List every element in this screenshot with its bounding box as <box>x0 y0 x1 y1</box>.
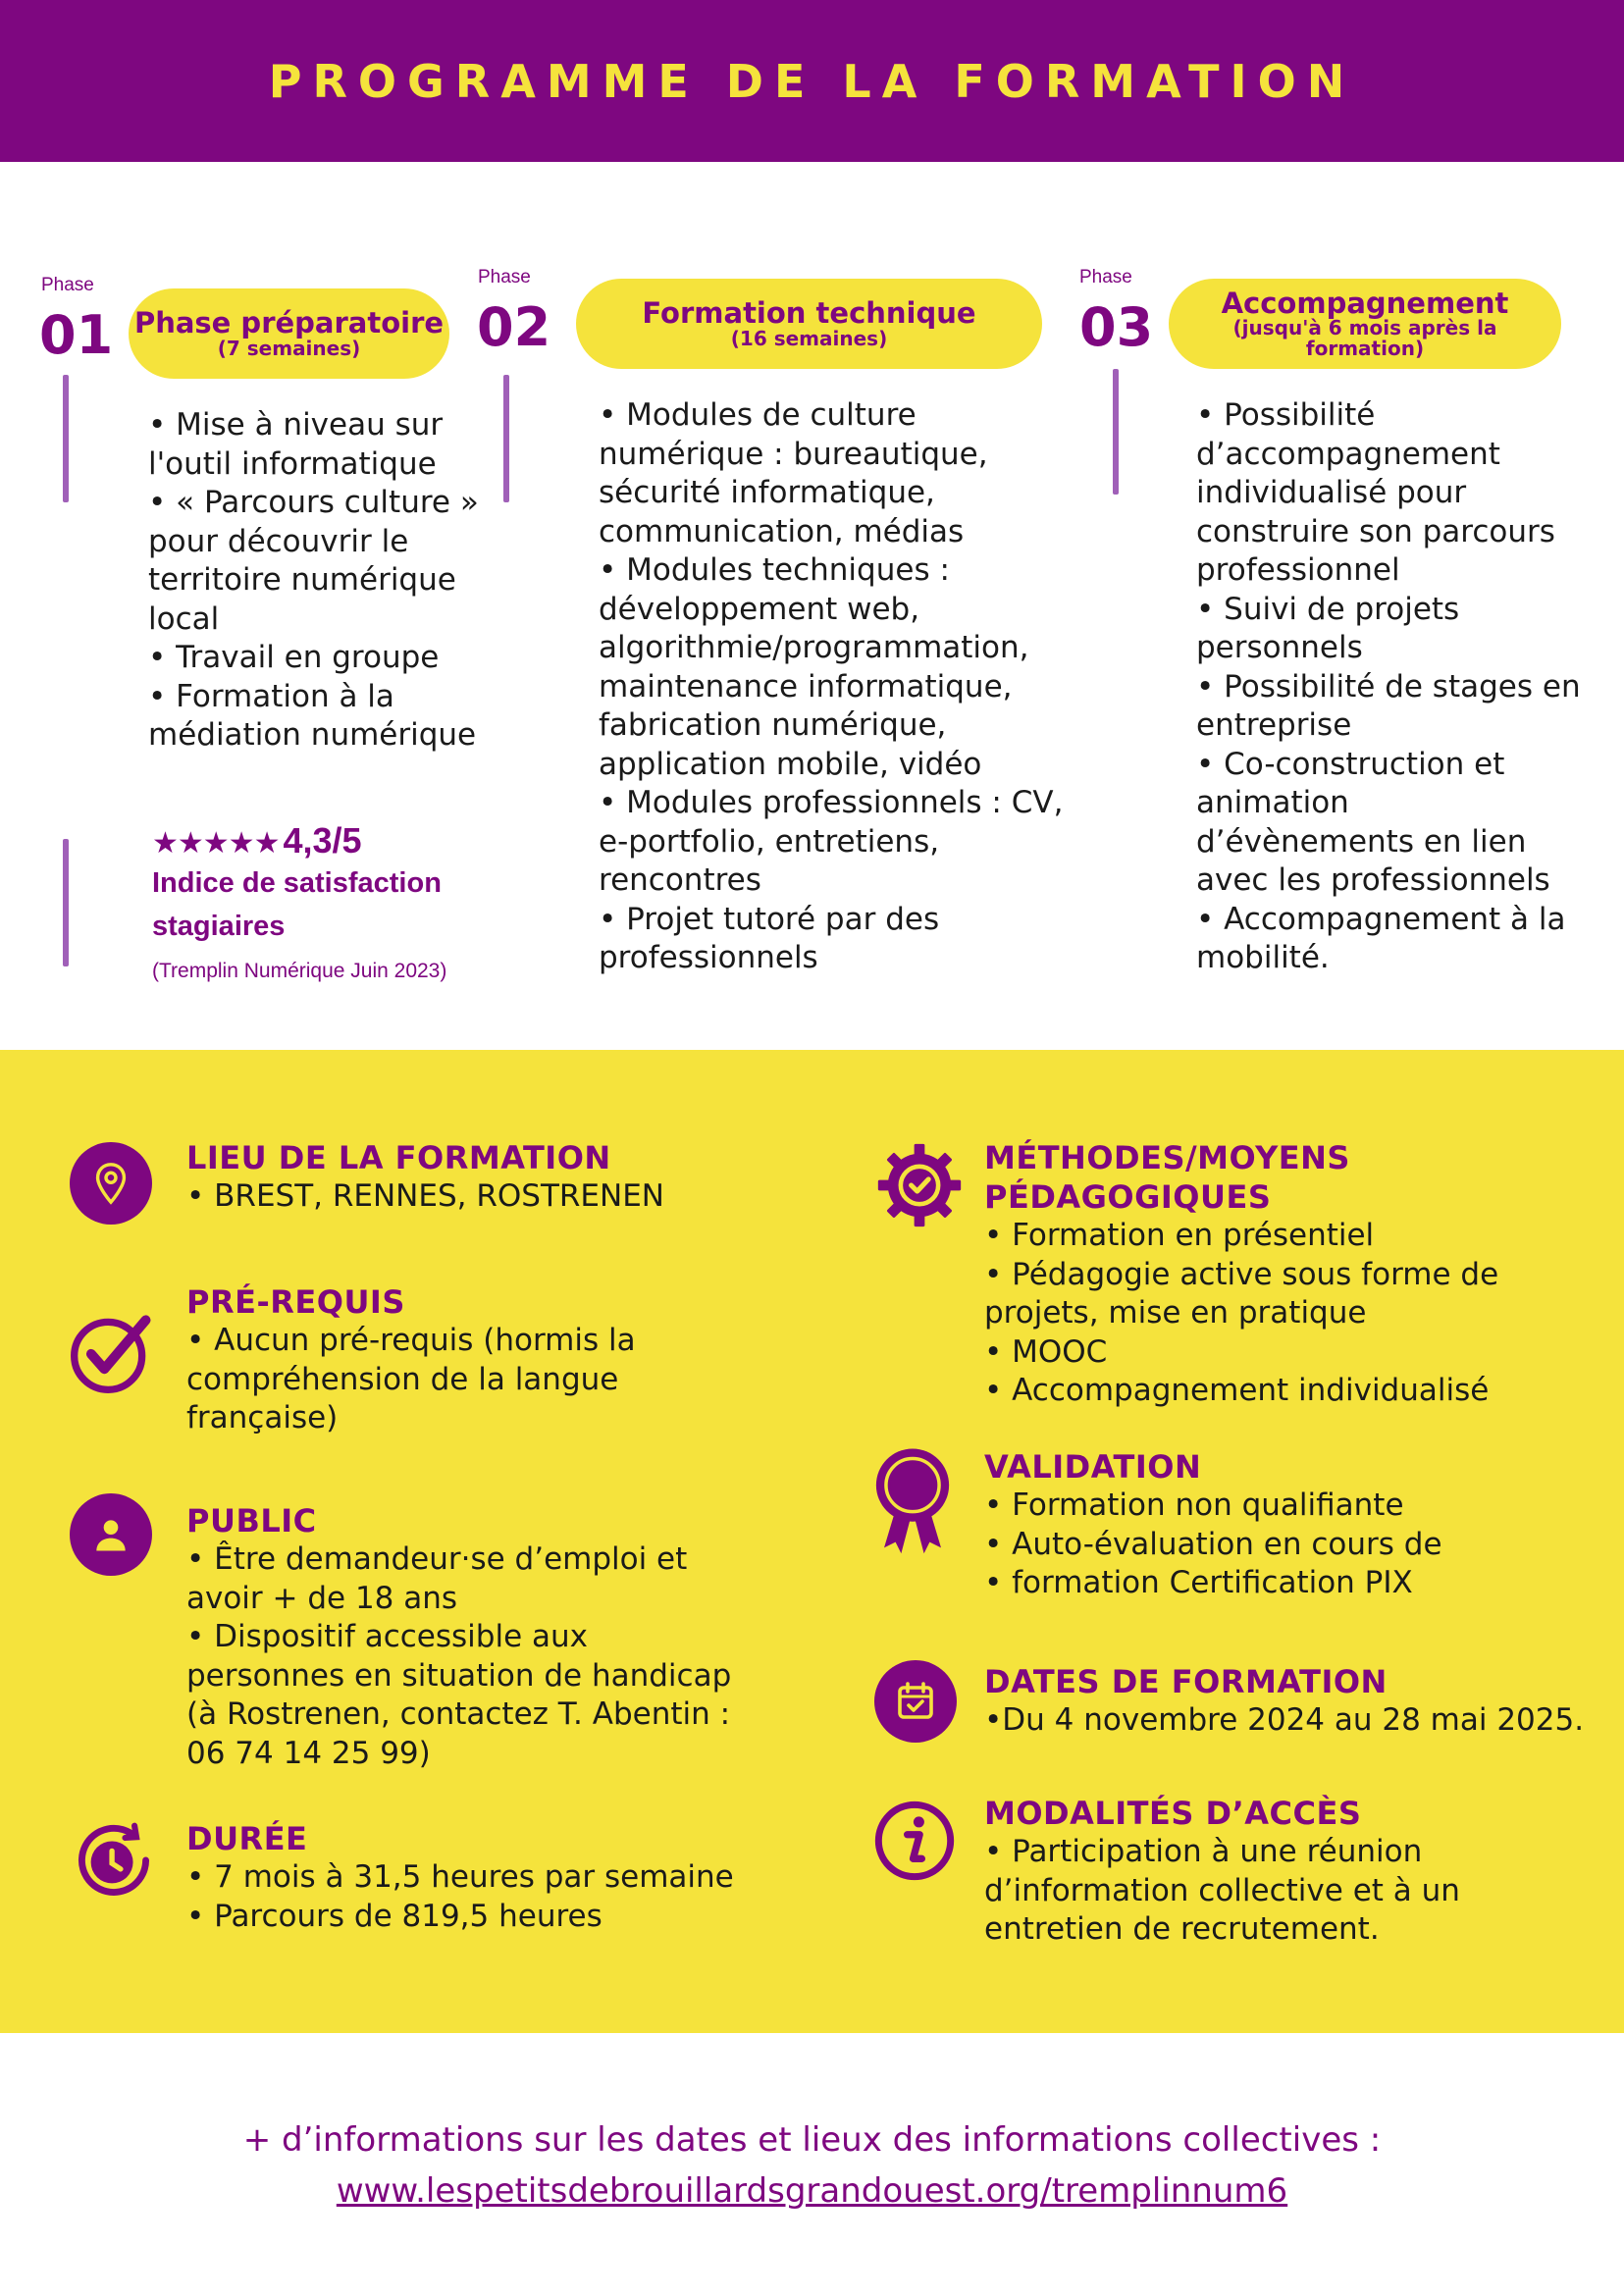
phase-3-subtitle: (jusqu'à 6 mois après la <box>1232 316 1497 340</box>
rating-label-2: stagiaires <box>152 911 286 942</box>
phase-3-line: professionnel <box>1196 552 1400 588</box>
methodes-title-1: MÉTHODES/MOYENS <box>984 1139 1350 1176</box>
satisfaction-rating <box>152 820 446 983</box>
phase-3-line: animation <box>1196 785 1349 820</box>
public-line: 06 74 14 25 99) <box>186 1735 431 1771</box>
phase-2-line: • Modules professionnels : CV, <box>599 785 1064 820</box>
info-icon <box>869 1796 960 1886</box>
methodes-line: • Accompagnement individualisé <box>984 1373 1490 1408</box>
methodes-title-2: PÉDAGOGIQUES <box>984 1178 1272 1216</box>
validation-line: • Auto-évaluation en cours de <box>984 1526 1442 1562</box>
lieu-content <box>186 1177 664 1217</box>
rating-stars: ★★★★★ <box>152 827 280 860</box>
phase-2-line: application mobile, vidéo <box>599 746 982 782</box>
phase-1-line: local <box>148 600 220 637</box>
person-icon <box>70 1493 152 1576</box>
phase-1-line: • « Parcours culture » <box>148 485 479 520</box>
phase-1-line: médiation numérique <box>148 717 477 753</box>
duree-line: • Parcours de 819,5 heures <box>186 1898 602 1934</box>
gear-check-icon <box>872 1138 967 1232</box>
phase-2-subtitle: (16 semaines) <box>730 326 888 350</box>
prerequis-line: • Aucun pré-requis (hormis la <box>186 1323 636 1358</box>
phase-2-line: • Projet tutoré par des <box>599 901 940 937</box>
methodes-line: projets, mise en pratique <box>984 1295 1367 1331</box>
footer-text: + d’informations sur les dates et lieux des informations collectives : <box>242 2120 1382 2160</box>
prerequis-line: française) <box>186 1400 339 1435</box>
phase-3-pill <box>1169 279 1561 369</box>
duree-line: • 7 mois à 31,5 heures par semaine <box>186 1859 734 1895</box>
phase-1-title: Phase préparatoire <box>133 306 445 340</box>
rating-source: (Tremplin Numérique Juin 2023) <box>152 960 447 982</box>
modalites-line: entretien de recrutement. <box>984 1911 1380 1947</box>
methodes-line: • Formation en présentiel <box>984 1218 1375 1253</box>
phase-3-line: avec les professionnels <box>1196 862 1550 898</box>
header-banner <box>0 0 1624 162</box>
phase-2-line: développement web, <box>599 591 920 627</box>
prerequis-line: compréhension de la langue <box>186 1361 619 1397</box>
phase-3-line: • Suivi de projets <box>1196 591 1460 627</box>
modalites-title: MODALITÉS D’ACCÈS <box>984 1795 1362 1832</box>
duree-content <box>186 1858 734 1936</box>
phase-3-line: d’accompagnement <box>1196 436 1500 472</box>
phase-3-line: • Possibilité de stages en <box>1196 668 1581 704</box>
public-line: personnes en situation de handicap <box>186 1657 732 1694</box>
phase-2-bar <box>503 375 509 502</box>
lieu-line: • BREST, RENNES, ROSTRENEN <box>186 1178 664 1214</box>
public-line: • Dispositif accessible aux <box>186 1619 588 1654</box>
public-title: PUBLIC <box>186 1502 317 1539</box>
phase-3-line: • Co-construction et <box>1196 746 1505 782</box>
methodes-line: • Pédagogie active sous forme de <box>984 1256 1499 1292</box>
public-content <box>186 1540 731 1773</box>
prerequis-content <box>186 1322 636 1438</box>
phase-1-content <box>148 406 479 756</box>
phase-1-pill <box>129 288 449 379</box>
location-pin-icon <box>70 1142 152 1225</box>
rating-bar <box>63 839 69 966</box>
rating-score: 4,3/5 <box>283 820 362 861</box>
phase-2-line: algorithmie/programmation, <box>599 630 1029 665</box>
phase-2-line: • Modules techniques : <box>599 552 950 588</box>
public-line: (à Rostrenen, contactez T. Abentin : <box>186 1696 731 1732</box>
phase-2-line: communication, médias <box>599 513 965 549</box>
methodes-line: • MOOC <box>984 1333 1108 1370</box>
phase-2-line: • Modules de culture <box>599 397 917 433</box>
phase-1-line: • Formation à la <box>148 678 394 714</box>
phase-1-line: territoire numérique <box>148 562 456 598</box>
phase-3-bar <box>1113 369 1119 495</box>
phase-1-subtitle: (7 semaines) <box>217 336 361 360</box>
phase-2-line: e-portfolio, entretiens, <box>599 823 940 860</box>
lieu-title: LIEU DE LA FORMATION <box>186 1139 611 1176</box>
phase-2-line: numérique : bureautique, <box>599 436 988 472</box>
phase-3-line: entreprise <box>1196 707 1352 743</box>
phase-1-line: pour découvrir le <box>148 523 409 559</box>
modalites-line: • Participation à une réunion <box>984 1834 1423 1869</box>
phase-2-line: maintenance informatique, <box>599 668 1013 704</box>
modalites-content <box>984 1833 1460 1950</box>
phase-2-line: sécurité informatique, <box>599 475 935 510</box>
phase-1-line: • Travail en groupe <box>148 640 440 675</box>
phase-2-content <box>599 396 1063 978</box>
phase-3-line: construire son parcours <box>1196 513 1555 549</box>
prerequis-title: PRÉ-REQUIS <box>186 1283 405 1321</box>
phase-3-line: • Possibilité <box>1196 397 1376 433</box>
phase-1-line: l'outil informatique <box>148 445 437 482</box>
methodes-content <box>984 1217 1498 1411</box>
phase-2-label: Phase <box>478 267 531 287</box>
modalites-line: d’information collective et à un <box>984 1872 1460 1908</box>
validation-title: VALIDATION <box>984 1448 1202 1486</box>
dates-line: •Du 4 novembre 2024 au 28 mai 2025. <box>984 1702 1585 1738</box>
phase-3-label: Phase <box>1079 267 1132 287</box>
validation-line: • formation Certification PIX <box>984 1565 1413 1600</box>
phase-1-line: • Mise à niveau sur <box>148 407 444 443</box>
phase-3-line: individualisé pour <box>1196 475 1467 510</box>
phase-1-bar <box>63 375 69 502</box>
page-title: PROGRAMME DE LA FORMATION <box>268 54 1356 108</box>
phase-3-title: Accompagnement <box>1221 286 1509 320</box>
phase-2-line: professionnels <box>599 940 818 975</box>
award-ribbon-icon <box>869 1444 956 1560</box>
phase-3-line: personnels <box>1196 630 1363 665</box>
public-line: • Être demandeur·se d’emploi et <box>186 1541 688 1577</box>
validation-line: • Formation non qualifiante <box>984 1487 1404 1523</box>
phase-3-line: d’évènements en lien <box>1196 823 1527 860</box>
footer-link[interactable]: www.lespetitsdebrouillardsgrandouest.org/tremplinnum6 <box>336 2171 1288 2211</box>
dates-title: DATES DE FORMATION <box>984 1663 1388 1700</box>
clock-icon <box>67 1813 161 1907</box>
phase-3-line: • Accompagnement à la <box>1196 901 1566 937</box>
phase-2-pill <box>576 279 1042 369</box>
validation-content <box>984 1487 1442 1603</box>
public-line: avoir + de 18 ans <box>186 1580 458 1616</box>
phase-2-line: rencontres <box>599 862 761 898</box>
calendar-check-icon <box>874 1660 957 1743</box>
phase-3-subtitle-2: formation) <box>1305 337 1425 361</box>
phase-2-title: Formation technique <box>642 296 976 331</box>
phase-3-line: mobilité. <box>1196 940 1330 975</box>
phase-1-number: 01 <box>39 304 114 366</box>
phase-2-line: fabrication numérique, <box>599 707 947 743</box>
phase-3-number: 03 <box>1079 296 1154 358</box>
checkmark-icon <box>65 1305 159 1399</box>
footer <box>0 2114 1624 2217</box>
duree-title: DURÉE <box>186 1820 308 1857</box>
phase-1-label: Phase <box>41 275 94 295</box>
phase-3-content <box>1196 396 1581 978</box>
phase-2-number: 02 <box>477 296 551 358</box>
rating-label-1: Indice de satisfaction <box>152 867 442 899</box>
dates-content <box>984 1701 1584 1741</box>
